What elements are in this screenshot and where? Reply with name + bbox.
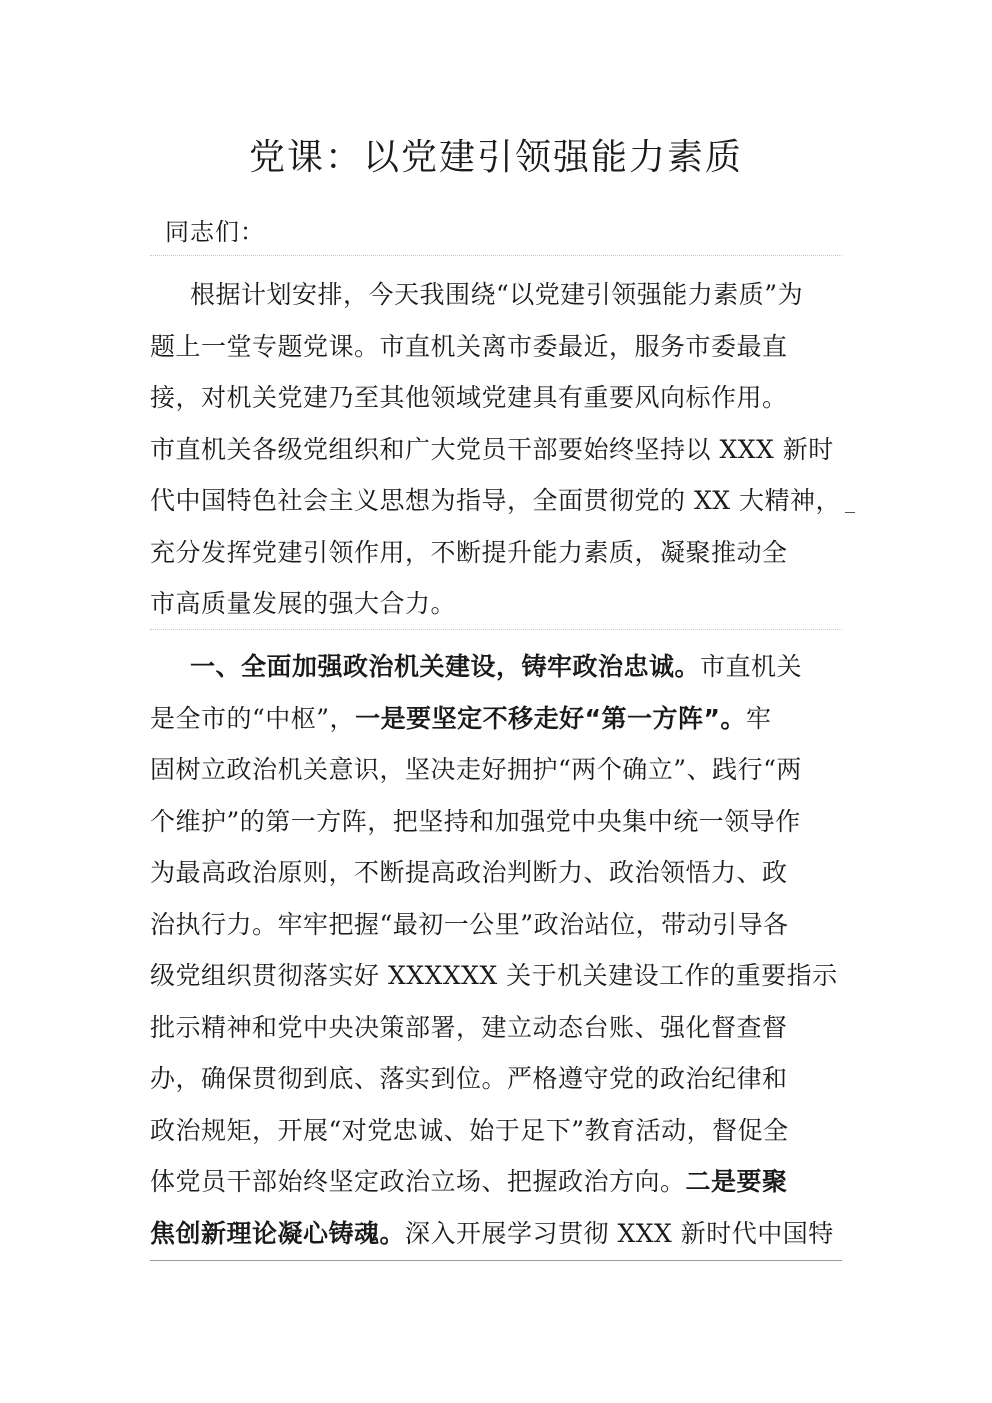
text-run: 深入开展学习贯彻 XXX 新时代中国特 [405,1218,834,1248]
text-line: 固树立政治机关意识，坚决走好拥护“两个确立”、践行“两 [150,755,802,784]
text-line: 政治规矩，开展“对党忠诚、始于足下”教育活动，督促全 [150,1115,789,1145]
text-run: 市直机关 [700,652,803,681]
text-line: 接，对机关党建乃至其他领域党建具有重要风向标作用。 [150,383,788,412]
text-line: 个维护”的第一方阵，把坚持和加强党中央集中统一领导作 [150,806,801,836]
text-line [150,693,840,745]
salutation: 同志们： [165,218,265,246]
text-line: 题上一堂专题党课。市直机关离市委最近，服务市委最直 [150,331,788,361]
text-run: 牢 [745,703,772,733]
text-line [150,1208,840,1260]
text-run: 是全市的“中枢”， [150,703,356,733]
text-line: 市直机关各级党组织和广大党员干部要始终坚持以 XXX 新时 [150,434,834,464]
text-line [150,641,840,693]
text-line: 代中国特色社会主义思想为指导，全面贯彻党的 XX 大精神， [150,486,841,515]
section-heading: 一、全面加强政治机关建设，铸牢政治忠诚。 [190,652,701,681]
text-run: 体党员干部始终坚定政治立场、把握政治方向。 [150,1167,686,1196]
divider [150,629,842,630]
bottom-rule [150,1260,842,1261]
text-line: 市高质量发展的强大合力。 [150,589,457,618]
margin-mark [845,512,855,513]
paragraph-section-1 [150,641,840,1259]
text-line: 办，确保贯彻到底、落实到位。严格遵守党的政治纪律和 [150,1064,788,1093]
point-heading: 焦创新理论凝心铸魂。 [150,1218,406,1248]
document-title: 党课：以党建引领强能力素质 [248,137,743,178]
text-line: 根据计划安排，今天我围绕“以党建引领强能力素质”为 [190,280,804,309]
text-line: 为最高政治原则，不断提高政治判断力、政治领悟力、政 [150,858,788,887]
text-line: 批示精神和党中央决策部署，建立动态台账、强化督查督 [150,1012,788,1042]
point-heading: 一是要坚定不移走好“第一方阵”。 [355,703,746,733]
text-line: 充分发挥党建引领作用，不断提升能力素质，凝聚推动全 [150,537,788,567]
point-heading: 二是要聚 [685,1167,788,1196]
text-line [150,1156,840,1208]
divider [150,255,842,256]
paragraph-intro [150,269,840,630]
text-line: 治执行力。牢牢把握“最初一公里”政治站位，带动引导各 [150,909,789,939]
text-line: 级党组织贯彻落实好 XXXXXX 关于机关建设工作的重要指示 [150,961,838,990]
